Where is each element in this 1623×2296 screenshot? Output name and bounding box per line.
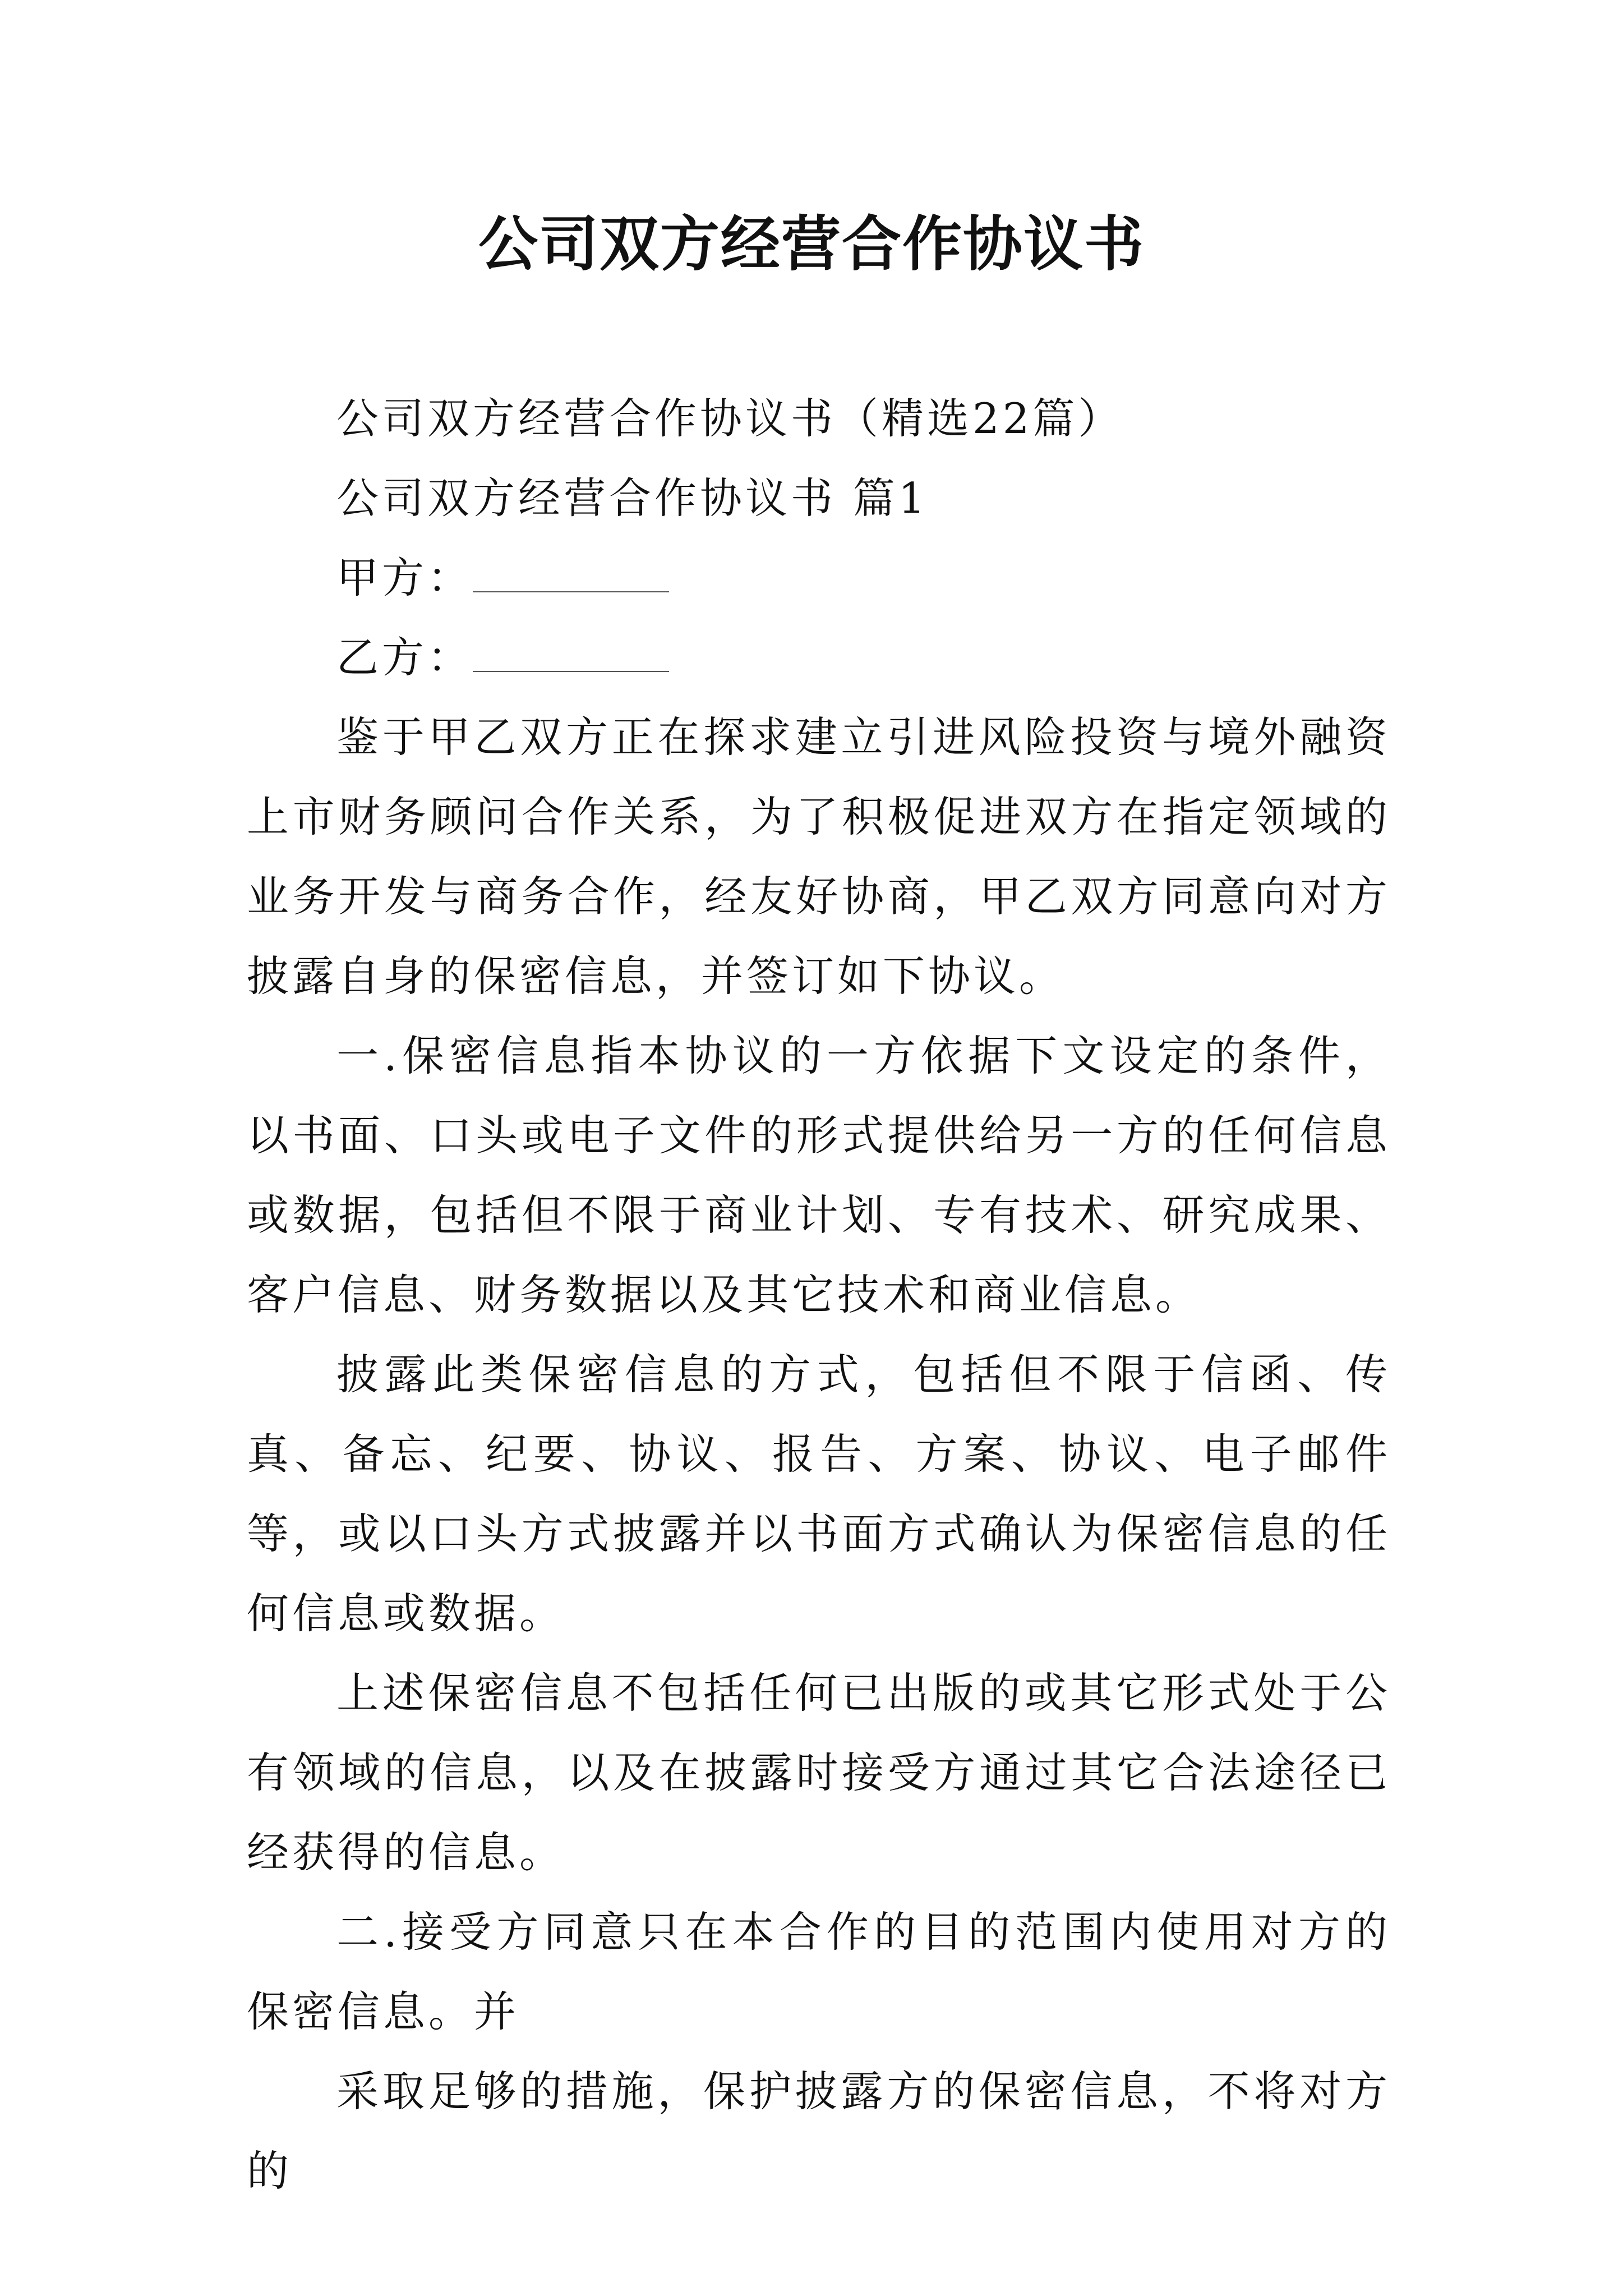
document-title: 公司双方经营合作协议书 bbox=[478, 209, 1145, 279]
paragraph-clause-1: 一.保密信息指本协议的一方依据下文设定的条件，以书面、口头或电子文件的形式提供给另一方的任何信息或数据，包括但不限于商业计划、专有技术、研究成果、客户信息、财务数据以及其它技术和商业信息。 bbox=[247, 1031, 1391, 1319]
document-body bbox=[247, 379, 1391, 2211]
paragraph-disclosure-methods: 披露此类保密信息的方式，包括但不限于信函、传真、备忘、纪要、协议、报告、方案、协议、电子邮件等，或以口头方式披露并以书面方式确认为保密信息的任何信息或数据。 bbox=[247, 1350, 1391, 1638]
paragraph-exclusions: 上述保密信息不包括任何已出版的或其它形式处于公有领域的信息，以及在披露时接受方通过其它合法途径已经获得的信息。 bbox=[247, 1668, 1391, 1877]
document-subtitle: 公司双方经营合作协议书（精选22篇） bbox=[336, 394, 1124, 443]
party-a-line bbox=[247, 538, 1391, 618]
party-a-blank bbox=[473, 591, 669, 592]
party-b-blank bbox=[473, 670, 669, 672]
section-heading: 公司双方经营合作协议书 篇1 bbox=[336, 473, 929, 523]
paragraph-measures: 采取足够的措施，保护披露方的保密信息，不将对方的 bbox=[247, 2067, 1391, 2196]
party-b-label: 乙方： bbox=[336, 633, 473, 682]
paragraph-preamble: 鉴于甲乙双方正在探求建立引进风险投资与境外融资上市财务顾问合作关系，为了积极促进双方在指定领域的业务开发与商务合作，经友好协商，甲乙双方同意向对方披露自身的保密信息，并签订如下协议。 bbox=[247, 712, 1391, 1001]
party-a-label: 甲方： bbox=[336, 553, 473, 602]
paragraph-clause-2: 二.接受方同意只在本合作的目的范围内使用对方的保密信息。并 bbox=[247, 1907, 1391, 2036]
party-b-line bbox=[247, 618, 1391, 697]
